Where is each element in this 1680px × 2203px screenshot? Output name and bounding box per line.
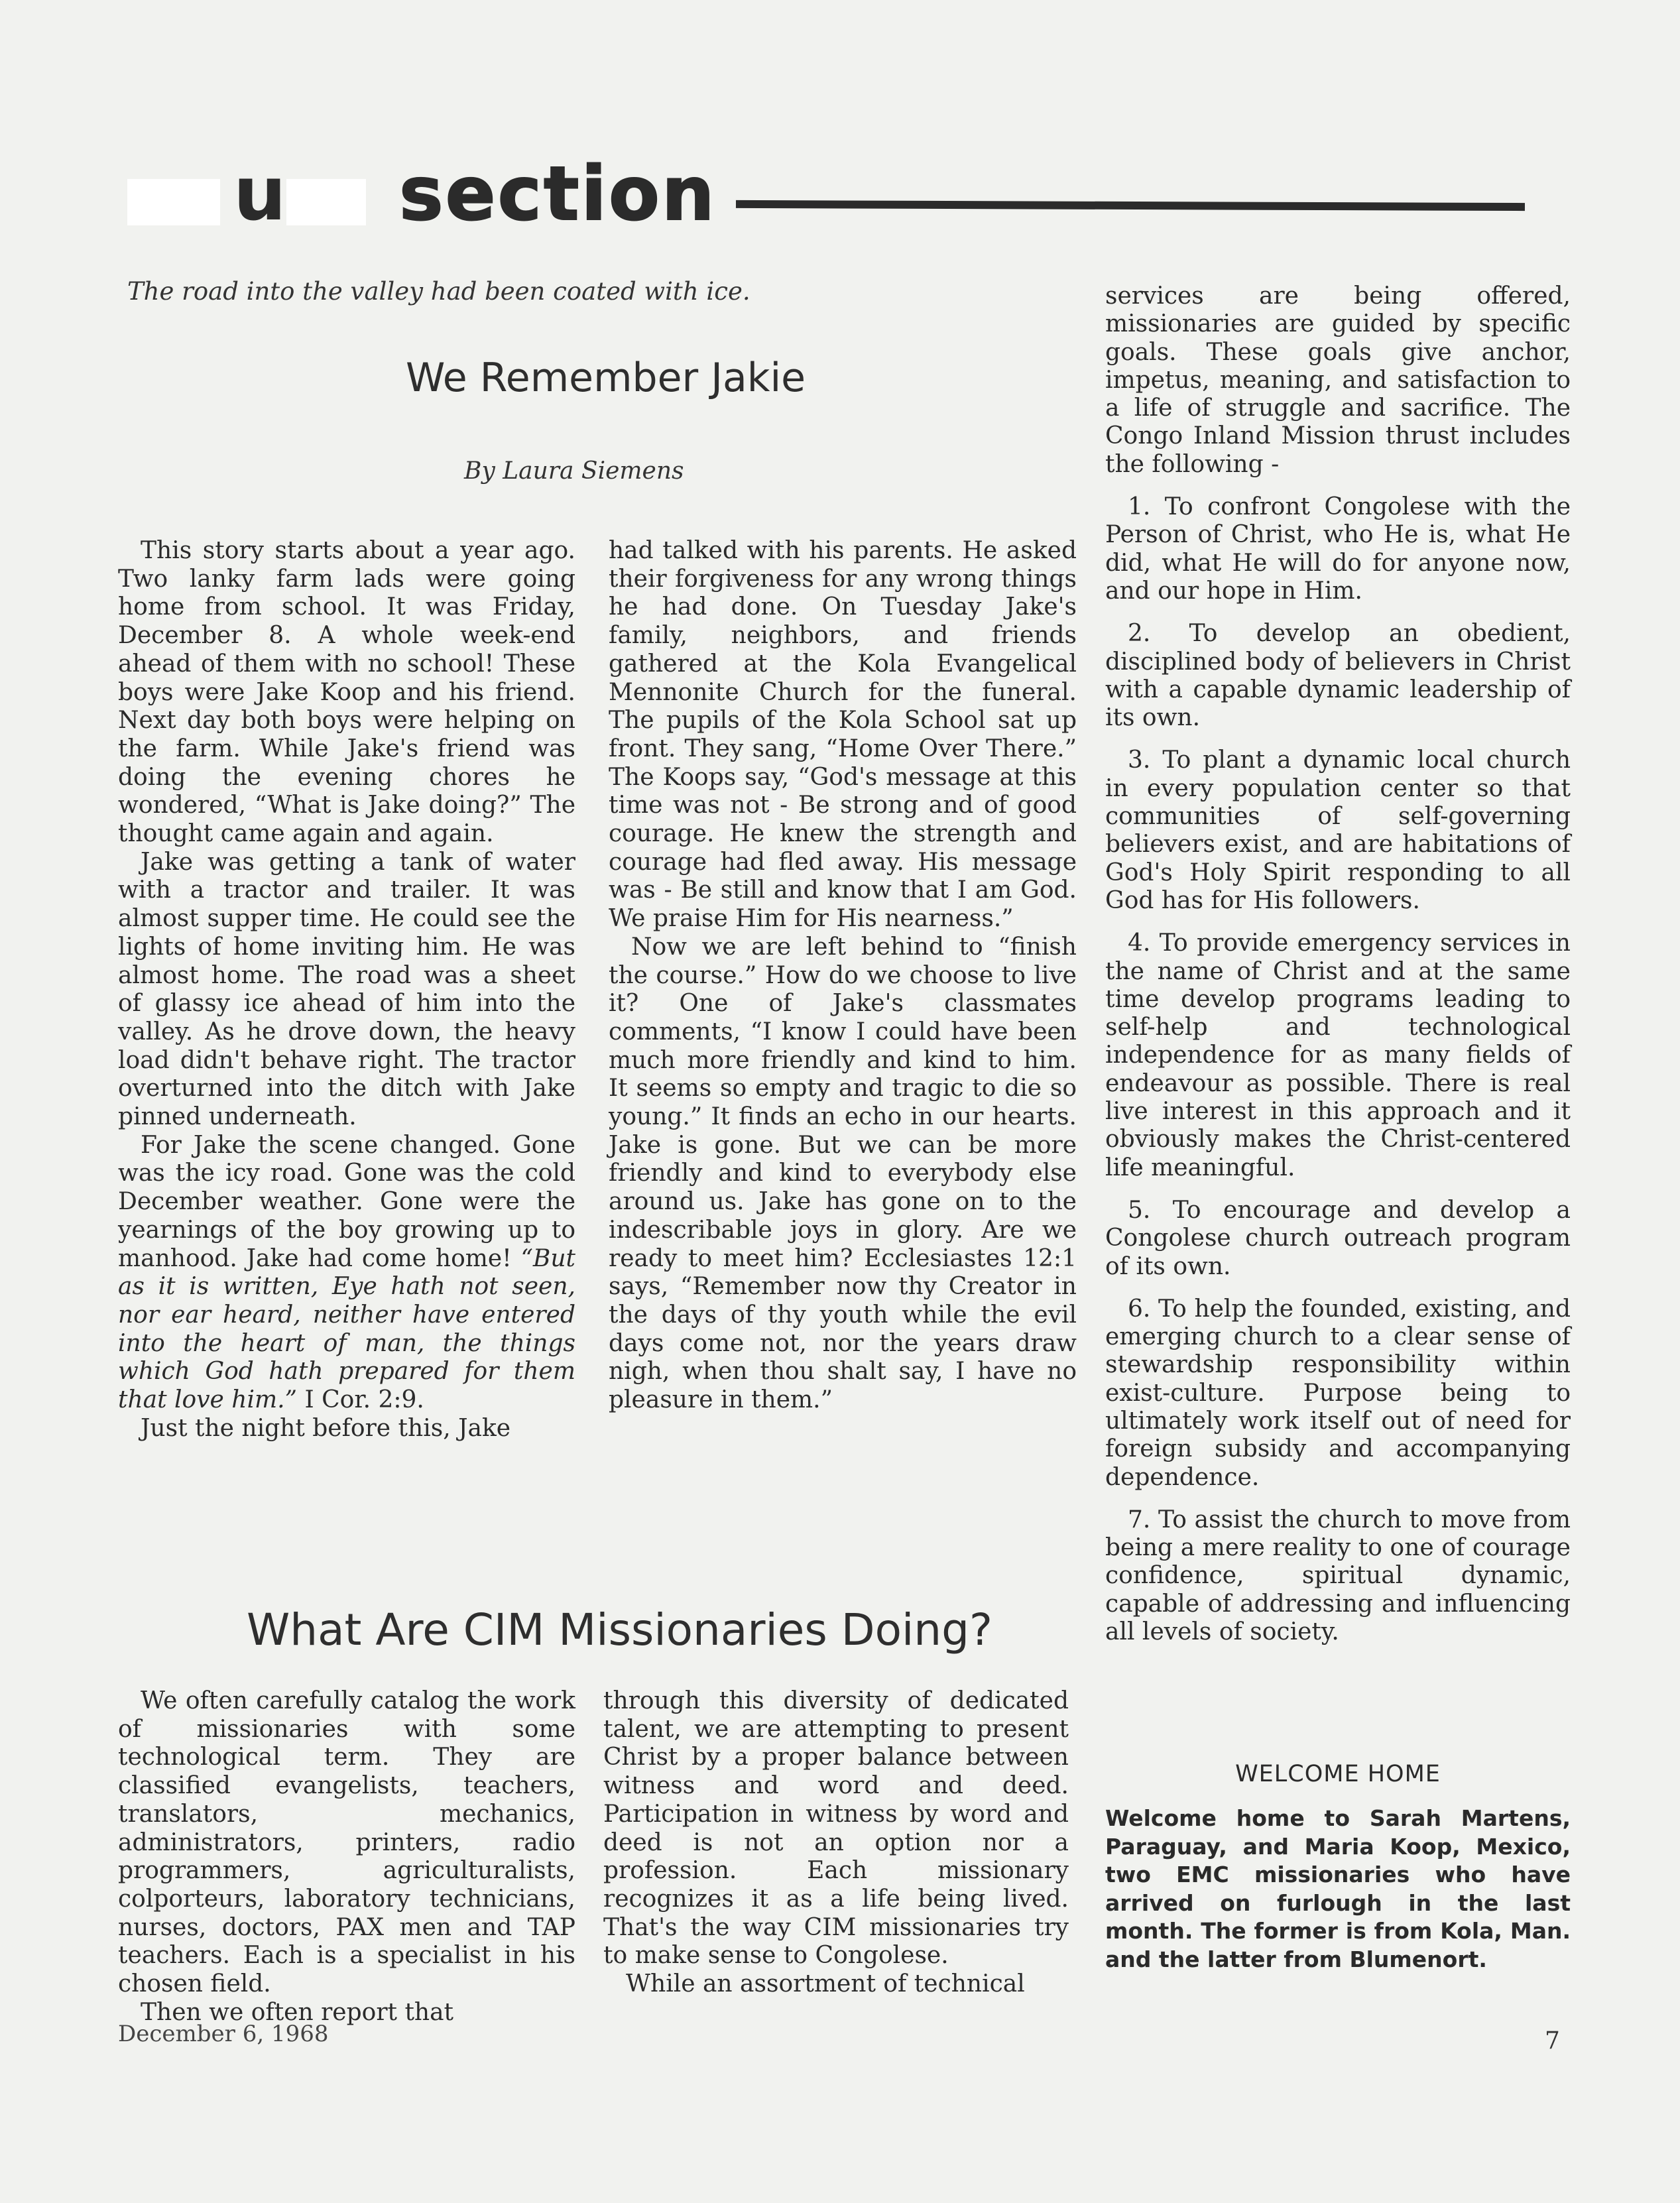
paragraph: Then we often report that: [141, 1998, 454, 2026]
paragraph: We often carefully catalog the work of missionaries with some technological term. They are classified evangelists, teachers, translators, mechanics, administrators, printers, radio programmers, agriculturalists, colporteurs, laboratory technicians, nurses, doctors, PAX men and TAP teachers. Each is a specialist in his chosen field.: [118, 1687, 575, 1998]
scripture-quote: “But as it is written, Eye hath not seen, nor ear heard, neither have entered into the heart of man, the things which God hath prepared for them that love him.”: [118, 1244, 575, 1414]
goal-item: 1. To confront Congolese with the Person of Christ, who He is, what He did, what He will do for anyone now, and our hope in Him.: [1105, 493, 1571, 605]
article-title: We Remember Jakie: [406, 355, 806, 401]
goal-item: 2. To develop an obedient, disciplined body of believers in Christ with a capable dynamic leadership of its own.: [1105, 620, 1571, 732]
paragraph: This story starts about a year ago. Two lanky farm lads were going home from school. It was Friday, December 8. A whole week-end ahead of them with no school! These boys were Jake Koop and his friend. Next day both boys were helping on the farm. While Jake's friend was doing the evening chores he wondered, “What is Jake doing?” The thought came again and again.: [118, 537, 575, 848]
goal-item: 4. To provide emergency services in the name of Christ and at the same time develop programs leading to self-help and technological independence for as many fields of endeavour as possible. There is real live interest in this approach and it obviously makes the Christ-centered life meaningful.: [1105, 929, 1571, 1181]
goal-item: 6. To help the founded, existing, and emerging church to a clear sense of stewardship responsibility within exist-culture. Purpose being to ultimately work itself out of need for foreign subsidy and accompanying dependence.: [1105, 1295, 1571, 1491]
paragraph: Jake was getting a tank of water with a tractor and trailer. It was almost supper time. He could see the lights of home inviting him. He was almost home. The road was a sheet of glassy ice ahead of him into the valley. As he drove down, the heavy load didn't behave right. The tractor overturned into the ditch with Jake pinned underneath.: [118, 848, 575, 1131]
welcome-body: Welcome home to Sarah Martens, Paraguay, and Maria Koop, Mexico, two EMC missionaries who have arrived on furlough in the last month. The former is from Kola, Man. and the latter from Blumenort.: [1105, 1805, 1571, 1972]
paragraph: Just the night before this, Jake: [141, 1414, 511, 1442]
article-column-1: [118, 537, 575, 1443]
article-column-3: [1105, 282, 1571, 1661]
photo-caption: The road into the valley had been coated with ice.: [127, 277, 750, 306]
paragraph: While an assortment of technical: [626, 1970, 1025, 1998]
goal-item: 5. To encourage and develop a Congolese church outreach program of its own.: [1105, 1196, 1571, 1280]
goal-item: 3. To plant a dynamic local church in every population center so that communities of self-governing believers exist, and are habitations of God's Holy Spirit responding to all God has for His followers.: [1105, 746, 1571, 914]
header-fragment: u: [233, 151, 288, 237]
article-column-2: [609, 537, 1077, 1415]
issue-date: December 6, 1968: [118, 2021, 329, 2047]
page-number: 7: [1545, 2027, 1560, 2054]
header-rule: [736, 200, 1525, 211]
redaction-block: [127, 179, 220, 225]
welcome-heading: WELCOME HOME: [1235, 1761, 1441, 1787]
article-column-1: [118, 1687, 575, 2027]
paragraph: [118, 1132, 575, 1415]
paragraph: had talked with his parents. He asked their forgiveness for any wrong things he had done. On Tuesday Jake's family, neighbors, and friends gathered at the Kola Evangelical Mennonite Church for the funeral. The pupils of the Kola School sat up front. They sang, “Home Over There.” The Koops say, “God's message at this time was not - Be strong and of good courage. He knew the strength and courage had fled away. His message was - Be still and know that I am God. We praise Him for His nearness.”: [609, 537, 1077, 933]
paragraph: through this diversity of dedicated talent, we are attempting to present Christ by a proper balance between witness and word and deed. Participation in witness by word and deed is not an option nor a profession. Each missionary recognizes it as a life being lived. That's the way CIM missionaries try to make sense to Congolese.: [603, 1687, 1069, 1970]
paragraph: services are being offered, missionaries are guided by specific goals. These goals give anchor, impetus, meaning, and satisfaction to a life of struggle and sacrifice. The Congo Inland Mission thrust includes the following -: [1105, 282, 1571, 478]
goal-item: 7. To assist the church to move from being a mere reality to one of courage confidence, spiritual dynamic, capable of addressing and influencing all levels of society.: [1105, 1506, 1571, 1646]
paragraph: Now we are left behind to “finish the course.” How do we choose to live it? One of Jake's classmates comments, “I know I could have been much more friendly and kind to him. It seems so empty and tragic to die so young.” It finds an echo in our hearts. Jake is gone. But we can be more friendly and kind to everybody else around us. Jake has gone on to the indescribable joys in glory. Are we ready to meet him? Ecclesiastes 12:1 says, “Remember now thy Creator in the days of thy youth while the evil days come not, nor the years draw nigh, when thou shalt say, I have no pleasure in them.”: [609, 933, 1077, 1414]
article-title: What Are CIM Missionaries Doing?: [247, 1604, 993, 1655]
article-column-2: [603, 1687, 1069, 1999]
redaction-block: [286, 179, 366, 225]
paragraph-text: For Jake the scene changed. Gone was the icy road. Gone was the cold December weather. Gone were the yearnings of the boy growing up to manhood. Jake had come home!: [118, 1131, 575, 1272]
scripture-reference: I Cor. 2:9.: [304, 1386, 424, 1414]
section-header-title: section: [399, 151, 717, 237]
byline: By Laura Siemens: [464, 457, 684, 485]
